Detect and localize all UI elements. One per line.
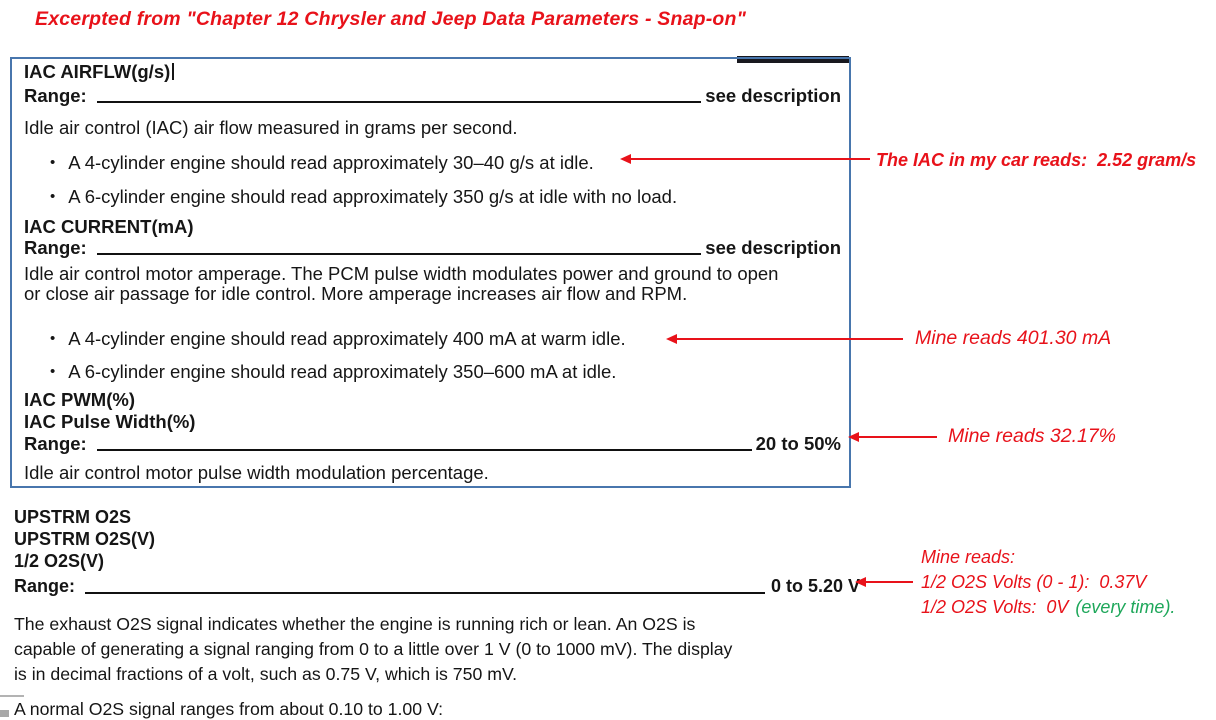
description-iac-pwm: Idle air control motor pulse width modulation percentage. <box>24 462 489 483</box>
range-underline <box>97 253 702 255</box>
range-label: Range: <box>24 85 87 106</box>
annotation-arrow-iac-pwm <box>858 436 937 438</box>
description-line: capable of generating a signal ranging from 0 to a little over 1 V (0 to 1000 mV). The display <box>14 639 733 659</box>
annotation-o2s-line3-green: (every time). <box>1075 597 1176 617</box>
annotation-arrow-iac-airflow <box>630 158 870 160</box>
range-underline <box>97 101 702 103</box>
range-value: 0 to 5.20 V <box>770 576 860 596</box>
scan-artifact-stub <box>0 710 9 717</box>
manual-excerpt-box <box>10 57 851 488</box>
param-heading-upstrm-o2s-v: UPSTRM O2S(V) <box>14 529 156 549</box>
param-heading-iac-pulse-width: IAC Pulse Width(%) <box>24 411 196 432</box>
range-row-iac-pwm <box>24 433 841 455</box>
annotation-o2s <box>921 545 1175 620</box>
o2s-footer-text: A normal O2S signal ranges from about 0.10 to 1.00 V: <box>14 699 444 719</box>
param-heading-iac-pwm: IAC PWM(%) <box>24 389 135 410</box>
range-row-o2s <box>14 574 860 598</box>
range-value: see description <box>705 85 841 106</box>
param-heading-text: IAC AIRFLW(g/s) <box>24 61 171 82</box>
scan-artifact-line <box>0 695 24 697</box>
annotation-iac-pwm: Mine reads 32.17% <box>948 425 1117 447</box>
annotation-arrow-iac-current <box>676 338 903 340</box>
bullet-item <box>50 362 841 382</box>
description-line: or close air passage for idle control. More amperage increases air flow and RPM. <box>24 283 688 304</box>
bullet-text: • A 4-cylinder engine should read approximately 30–40 g/s at idle. <box>68 152 594 173</box>
description-line: is in decimal fractions of a volt, such as 0.75 V, which is 750 mV. <box>14 664 518 684</box>
param-heading-half-o2s-v: 1/2 O2S(V) <box>14 551 105 571</box>
annotation-o2s-line1: Mine reads: <box>921 547 1016 567</box>
param-heading-iac-current: IAC CURRENT(mA) <box>24 216 194 237</box>
param-heading-upstrm-o2s: UPSTRM O2S <box>14 507 132 527</box>
description-o2s <box>14 612 860 687</box>
description-iac-airflow: Idle air control (IAC) air flow measured in grams per second. <box>24 117 518 138</box>
annotation-o2s-line3 <box>921 595 1175 620</box>
page-title: Excerpted from "Chapter 12 Chrysler and Jeep Data Parameters - Snap-on" <box>35 8 747 30</box>
bullet-text: • A 6-cylinder engine should read approximately 350 g/s at idle with no load. <box>68 186 678 207</box>
annotation-arrow-o2s <box>865 581 913 583</box>
bullet-text: • A 4-cylinder engine should read approximately 400 mA at warm idle. <box>68 328 626 349</box>
range-label: Range: <box>24 433 87 454</box>
o2s-section <box>14 506 860 720</box>
range-underline <box>85 592 765 594</box>
annotation-iac-current: Mine reads 401.30 mA <box>915 327 1112 349</box>
range-label: Range: <box>14 576 76 596</box>
range-value: 20 to 50% <box>755 433 841 454</box>
description-line: Idle air control motor amperage. The PCM pulse width modulates power and ground to open <box>24 263 779 284</box>
text-cursor-artifact <box>172 63 174 80</box>
range-row-iac-current <box>24 237 841 259</box>
bullet-text: • A 6-cylinder engine should read approximately 350–600 mA at idle. <box>68 361 617 382</box>
bullet-item <box>50 153 841 173</box>
range-row-iac-airflow <box>24 85 841 107</box>
bullet-item <box>50 187 841 207</box>
description-line: The exhaust O2S signal indicates whether the engine is running rich or lean. An O2S is <box>14 614 696 634</box>
range-value: see description <box>705 237 841 258</box>
range-underline <box>97 449 752 451</box>
annotation-o2s-line3-red: 1/2 O2S Volts: 0V <box>921 597 1069 617</box>
annotation-o2s-line2: 1/2 O2S Volts (0 - 1): 0.37V <box>921 572 1147 592</box>
annotation-iac-airflow: The IAC in my car reads: 2.52 gram/s <box>876 150 1197 170</box>
param-heading-iac-airflow <box>24 61 841 82</box>
range-label: Range: <box>24 237 87 258</box>
description-iac-current <box>24 264 841 304</box>
